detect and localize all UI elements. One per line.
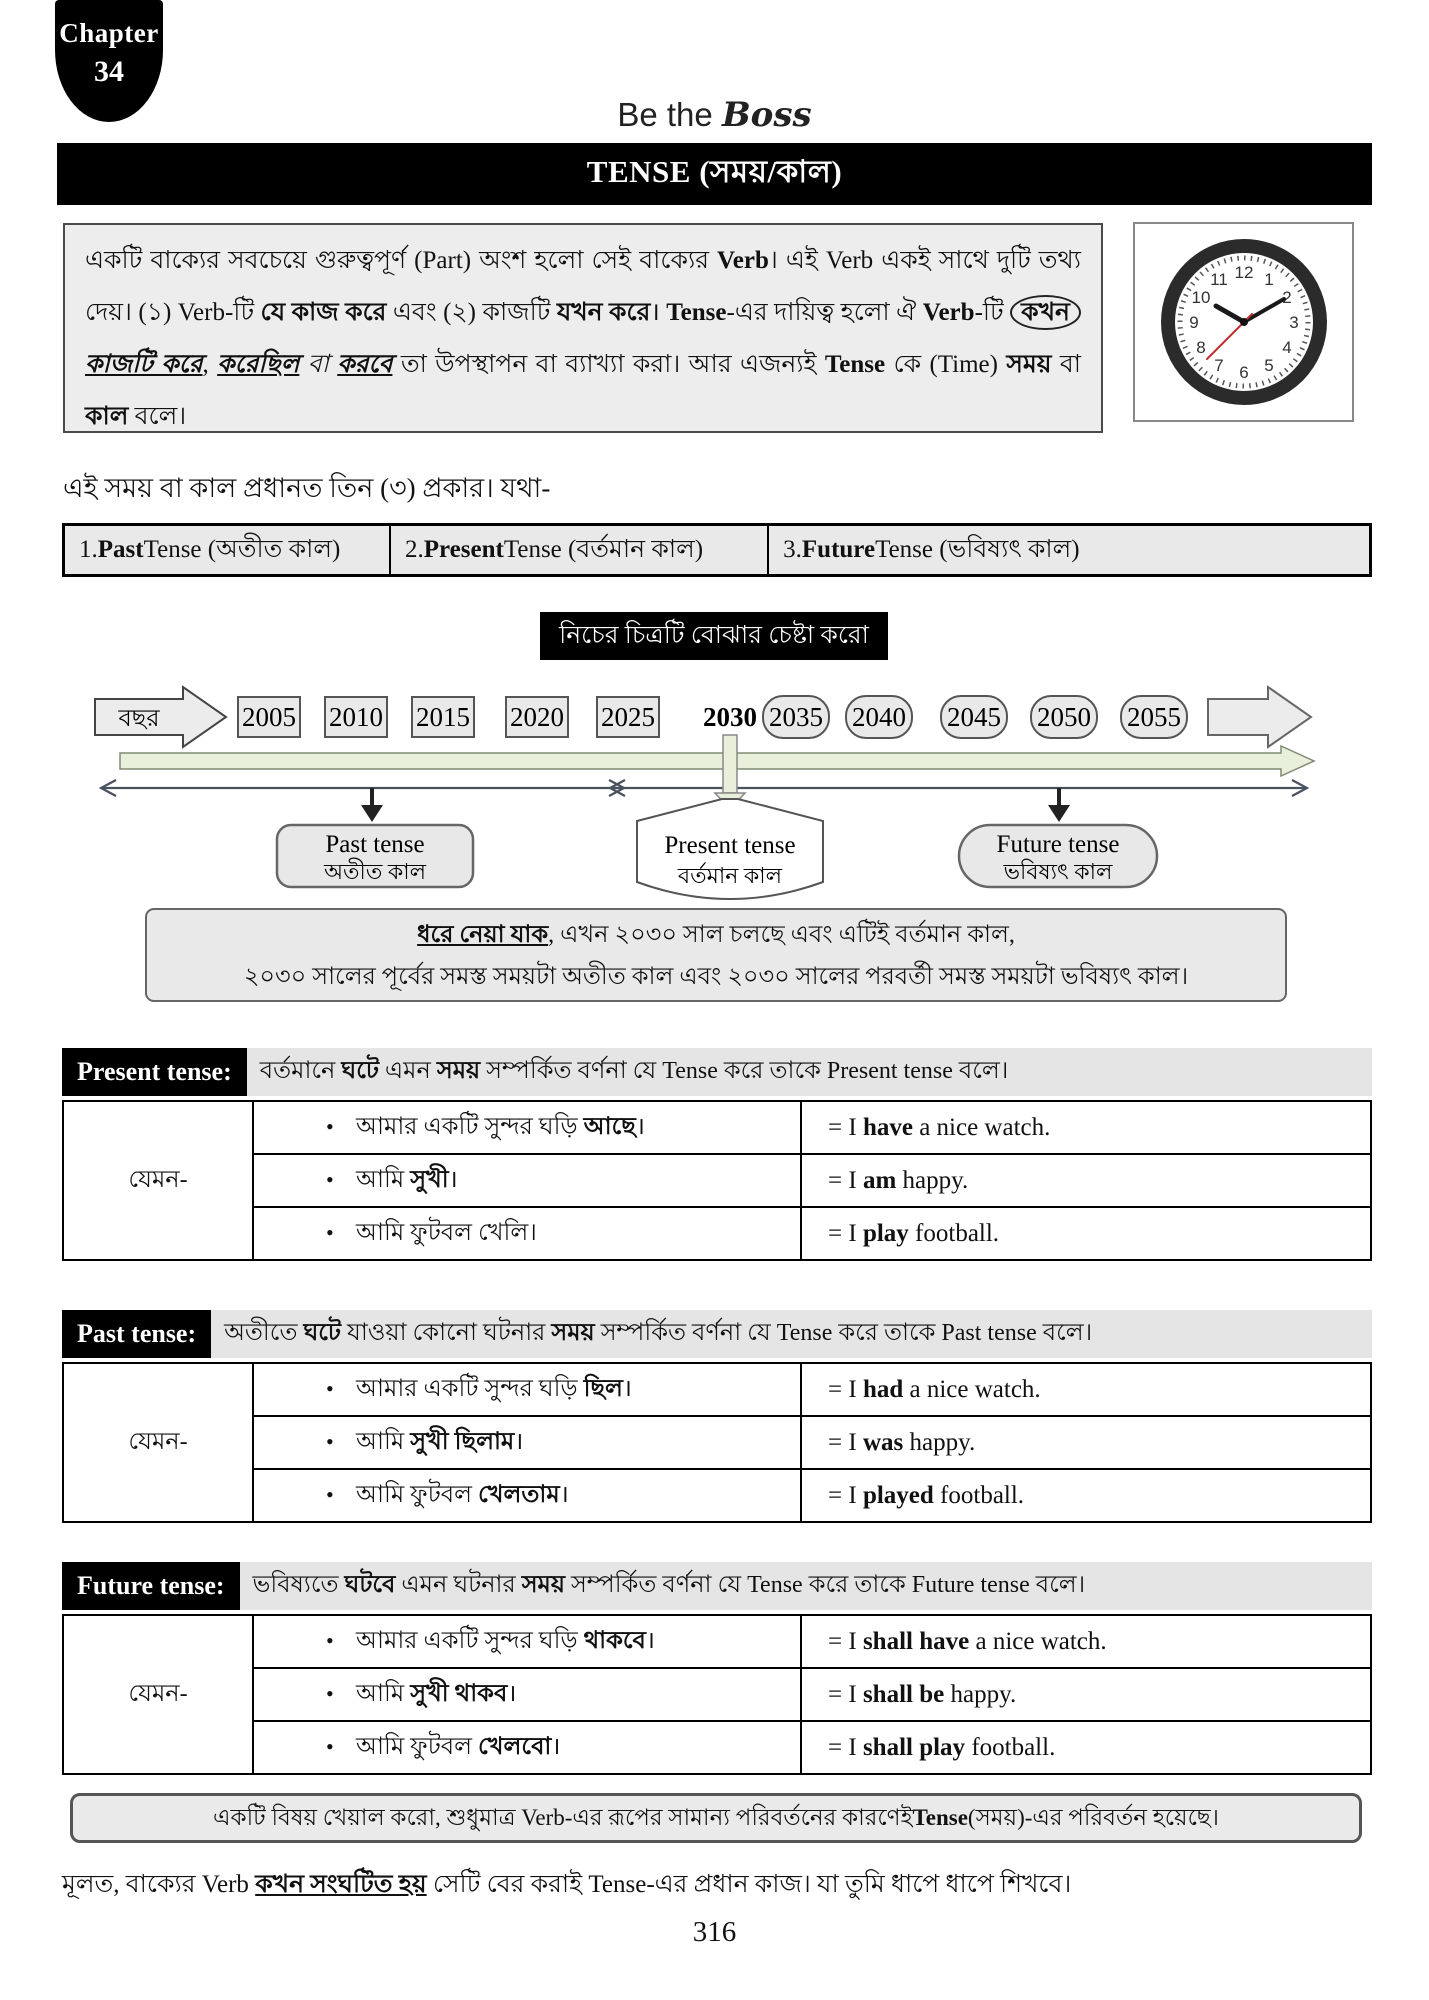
bullet-icon: • xyxy=(326,1375,334,1401)
future-callout-title: Future tense xyxy=(996,831,1120,858)
future-tense-label: Future tense: xyxy=(62,1562,240,1610)
clock-number: 7 xyxy=(1213,356,1224,375)
english-sentence-cell: = I am happy. xyxy=(801,1154,1371,1207)
bullet-icon: • xyxy=(326,1166,334,1192)
present-tense-label: Present tense: xyxy=(62,1048,247,1096)
table-row xyxy=(63,1416,1371,1469)
past-tense-description: অতীতে ঘটে যাওয়া কোনো ঘটনার সময় সম্পর্কিত বর্ণনা যে Tense করে তাকে Past tense বলে। xyxy=(224,1320,1093,1346)
page-number: 316 xyxy=(692,1916,737,1948)
future-continuation-arrow xyxy=(1208,687,1311,747)
year-2020: 2020 xyxy=(510,702,564,732)
future-year-ovals xyxy=(763,696,1187,738)
page-title xyxy=(0,95,1429,135)
year-2030-current: 2030 xyxy=(703,702,757,732)
year-2005: 2005 xyxy=(242,702,296,732)
clock-number: 12 xyxy=(1234,263,1253,282)
english-sentence-cell: = I shall play football. xyxy=(801,1721,1371,1774)
chapter-label: Chapter xyxy=(59,18,159,48)
assumption-note xyxy=(145,908,1287,1002)
brand-bold: Boss xyxy=(721,95,812,135)
bengali-sentence-cell: • আমার একটি সুন্দর ঘড়ি থাকবে। xyxy=(253,1615,801,1668)
assumption-line-2: ২০৩০ সালের পূর্বের সমস্ত সময়টা অতীত কাল এবং ২০৩০ সালের পরবর্তী সমস্ত সময়টা ভবিষ্যৎ কাল। xyxy=(243,964,1189,990)
past-tense-label: Past tense: xyxy=(62,1310,211,1358)
future-callout-subtitle: ভবিষ্যৎ কাল xyxy=(1003,859,1113,884)
bengali-sentence-cell: • আমার একটি সুন্দর ঘড়ি আছে। xyxy=(253,1101,801,1154)
table-row xyxy=(63,1154,1371,1207)
bullet-icon: • xyxy=(326,1428,334,1454)
clock-number: 6 xyxy=(1238,363,1249,382)
intro-paragraph: একটি বাক্যের সবচেয়ে গুরুত্বপূর্ণ (Part) অংশ হলো সেই বাক্যের Verb। এই Verb একই সাথে দুটি তথ্য দেয়। (১) Verb-টি যে কাজ করে এবং (২) কাজটি যখন করে। Tense-এর দায়িত্ব হলো ঐ Verb-টি কখন কাজটি করে, করেছিল বা করবে তা উপস্থাপন বা ব্যাখ্যা করা। আর এজন্যই Tense কে (Time) সময় বা কাল বলে। xyxy=(85,247,1081,430)
english-sentence-cell: = I was happy. xyxy=(801,1416,1371,1469)
chapter-number: 34 xyxy=(94,55,124,88)
types-lead-text: এই সময় বা কাল প্রধানত তিন (৩) প্রকার। যথা- xyxy=(63,473,551,503)
example-label-cell: যেমন- xyxy=(63,1101,253,1260)
table-row xyxy=(63,1207,1371,1260)
present-callout-subtitle: বর্তমান কাল xyxy=(677,863,783,888)
past-callout-title: Past tense xyxy=(325,831,425,858)
year-2035: 2035 xyxy=(769,702,823,732)
bengali-sentence-cell: • আমার একটি সুন্দর ঘড়ি ছিল। xyxy=(253,1363,801,1416)
year-2015: 2015 xyxy=(416,702,470,732)
future-tense-callout xyxy=(959,825,1157,887)
intro-box xyxy=(63,223,1103,433)
bullet-icon: • xyxy=(326,1627,334,1653)
year-2010: 2010 xyxy=(329,702,383,732)
tense-banner: TENSE (সময়/কাল) xyxy=(57,143,1372,205)
year-2055: 2055 xyxy=(1127,702,1181,732)
clock-number: 3 xyxy=(1288,313,1299,332)
example-label-cell: যেমন- xyxy=(63,1615,253,1774)
table-row xyxy=(63,1101,1371,1154)
year-2045: 2045 xyxy=(947,702,1001,732)
past-pointer-arrow xyxy=(361,788,383,822)
bullet-icon: • xyxy=(326,1113,334,1139)
year-label-arrow xyxy=(95,687,226,747)
past-callout-subtitle: অতীত কাল xyxy=(323,859,427,884)
key-point-note: একটি বিষয় খেয়াল করো, শুধুমাত্র Verb-এর রূপের সামান্য পরিবর্তনের কারণেই Tense (সময়)-এর পরিবর্তন হয়েছে। xyxy=(70,1793,1362,1843)
present-tense-callout xyxy=(637,799,823,899)
conclusion-text: মূলত, বাক্যের Verb কখন সংঘটিত হয় সেটি বের করাই Tense-এর প্রধান কাজ। যা তুমি ধাপে ধাপে শিখবে। xyxy=(62,1871,1072,1898)
past-span-arrow xyxy=(101,780,624,796)
past-examples-table xyxy=(62,1362,1372,1523)
type-cell-present: 2. Present Tense (বর্তমান কাল) xyxy=(391,526,769,574)
english-sentence-cell: = I shall be happy. xyxy=(801,1668,1371,1721)
year-2050: 2050 xyxy=(1037,702,1091,732)
future-pointer-arrow xyxy=(1048,788,1070,822)
clock-box xyxy=(1133,222,1354,422)
clock-number: 8 xyxy=(1195,338,1206,357)
table-row xyxy=(63,1721,1371,1774)
bengali-sentence-cell: • আমি সুখী ছিলাম। xyxy=(253,1416,801,1469)
time-bar xyxy=(120,746,1314,776)
bullet-icon: • xyxy=(326,1680,334,1706)
table-row xyxy=(63,1363,1371,1416)
bengali-sentence-cell: • আমি সুখী। xyxy=(253,1154,801,1207)
table-row xyxy=(63,1668,1371,1721)
present-callout-title: Present tense xyxy=(664,832,796,859)
present-tense-description: বর্তমানে ঘটে এমন সময় সম্পর্কিত বর্ণনা যে Tense করে তাকে Present tense বলে। xyxy=(259,1058,1009,1084)
tense-types-table xyxy=(62,523,1372,577)
future-examples-table xyxy=(62,1614,1372,1775)
bullet-icon: • xyxy=(326,1733,334,1759)
bullet-icon: • xyxy=(326,1481,334,1507)
timeline-diagram xyxy=(0,685,1429,910)
past-year-boxes xyxy=(238,697,659,737)
type-cell-past: 1. Past Tense (অতীত কাল) xyxy=(65,526,391,574)
assumption-line-1: ধরে নেয়া যাক, এখন ২০৩০ সাল চলছে এবং এটিই বর্তমান কাল, xyxy=(417,922,1015,948)
clock-number: 4 xyxy=(1281,338,1292,357)
bengali-sentence-cell: • আমি ফুটবল খেলতাম। xyxy=(253,1469,801,1522)
year-2025: 2025 xyxy=(601,702,655,732)
past-tense-heading xyxy=(62,1310,1372,1358)
bengali-sentence-cell: • আমি ফুটবল খেলি। xyxy=(253,1207,801,1260)
clock-number: 5 xyxy=(1263,356,1274,375)
english-sentence-cell: = I had a nice watch. xyxy=(801,1363,1371,1416)
future-tense-description: ভবিষ্যতে ঘটবে এমন ঘটনার সময় সম্পর্কিত বর্ণনা যে Tense করে তাকে Future tense বলে। xyxy=(252,1572,1086,1598)
clock-icon xyxy=(1151,229,1337,415)
diagram-caption: নিচের চিত্রটি বোঝার চেষ্টা করো xyxy=(540,612,888,660)
present-connector-arrow xyxy=(715,735,745,809)
clock-number: 11 xyxy=(1209,270,1228,289)
year-2040: 2040 xyxy=(852,702,906,732)
english-sentence-cell: = I shall have a nice watch. xyxy=(801,1615,1371,1668)
present-examples-table xyxy=(62,1100,1372,1261)
brand-regular: Be the xyxy=(617,96,722,133)
table-row xyxy=(63,1615,1371,1668)
present-tense-heading xyxy=(62,1048,1372,1096)
example-label-cell: যেমন- xyxy=(63,1363,253,1522)
english-sentence-cell: = I play football. xyxy=(801,1207,1371,1260)
bengali-sentence-cell: • আমি সুখী থাকব। xyxy=(253,1668,801,1721)
clock-number: 1 xyxy=(1263,270,1274,289)
clock-number: 2 xyxy=(1281,288,1292,307)
future-tense-heading xyxy=(62,1562,1372,1610)
english-sentence-cell: = I played football. xyxy=(801,1469,1371,1522)
bengali-sentence-cell: • আমি ফুটবল খেলবো। xyxy=(253,1721,801,1774)
year-label: বছর xyxy=(118,706,160,732)
type-cell-future: 3. Future Tense (ভবিষ্যৎ কাল) xyxy=(783,535,1080,563)
past-tense-callout xyxy=(277,825,473,887)
clock-number: 9 xyxy=(1188,313,1199,332)
table-row xyxy=(63,1469,1371,1522)
english-sentence-cell: = I have a nice watch. xyxy=(801,1101,1371,1154)
bullet-icon: • xyxy=(326,1219,334,1245)
clock-number: 10 xyxy=(1191,288,1210,307)
